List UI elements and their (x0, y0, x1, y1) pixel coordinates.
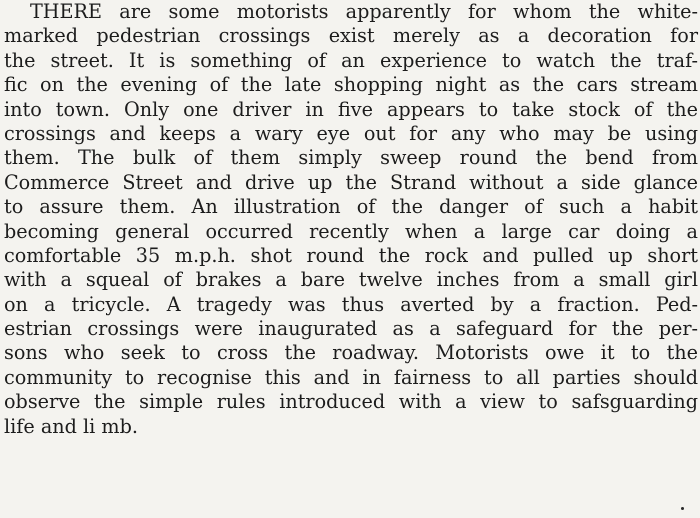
article-line: crossings and keeps a wary eye out for any who may be using (4, 121, 698, 145)
article-line: the street. It is something of an experience to watch the traf- (4, 48, 698, 72)
article-line: sons who seek to cross the roadway. Motorists owe it to the (4, 341, 698, 365)
print-speck (681, 507, 684, 510)
article-line: Commerce Street and drive up the Strand without a side glance (4, 170, 698, 194)
article-line: marked pedestrian crossings exist merely as a decoration for (4, 24, 698, 48)
article-line: estrian crossings were inaugurated as a safeguard for the per- (4, 317, 698, 341)
article-line: them. The bulk of them simply sweep round the bend from (4, 146, 698, 170)
article-line: THERE are some motorists apparently for whom the white- (30, 0, 698, 23)
article-line: observe the simple rules introduced with a view to safsguarding (4, 390, 698, 414)
article-line: with a squeal of brakes a bare twelve inches from a small girl (4, 268, 698, 292)
article-line: community to recognise this and in fairness to all parties should (4, 365, 698, 389)
article-body (4, 0, 698, 439)
article-line: fic on the evening of the late shopping night as the cars stream (4, 73, 698, 97)
article-line: into town. Only one driver in five appears to take stock of the (4, 97, 698, 121)
article-line: comfortable 35 m.p.h. shot round the rock and pulled up short (4, 243, 698, 267)
article-line: life and li mb. (4, 414, 138, 438)
article-line: becoming general occurred recently when a large car doing a (4, 219, 698, 243)
article-line: on a tricycle. A tragedy was thus averted by a fraction. Ped- (4, 292, 698, 316)
article-line: to assure them. An illustration of the danger of such a habit (4, 195, 698, 219)
